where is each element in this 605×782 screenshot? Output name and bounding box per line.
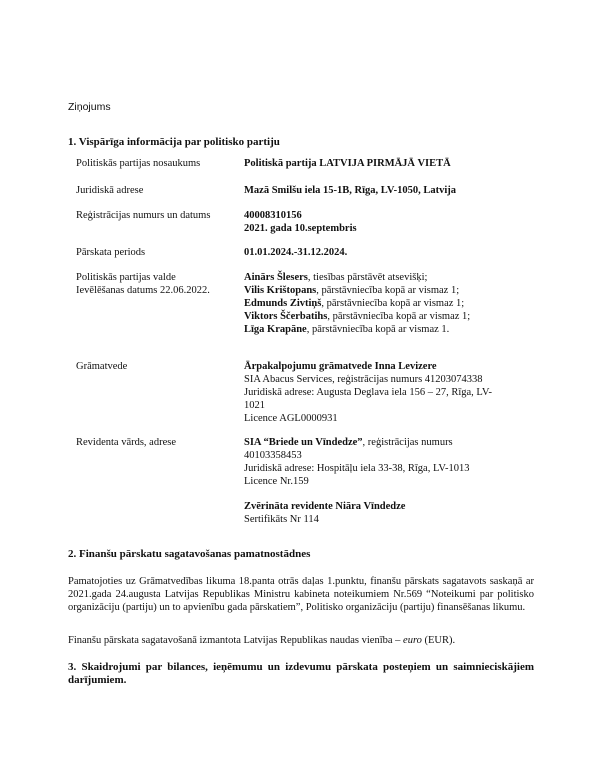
- sworn-auditor-name: Zvērināta revidente Niāra Vīndedze: [244, 501, 406, 512]
- sworn-auditor: [244, 500, 405, 526]
- board-member-name: Viktors Ščerbatihs: [244, 311, 328, 322]
- auditor-company-rest: , reģistrācijas numurs: [362, 437, 453, 448]
- registration-number: 40008310156: [244, 210, 302, 221]
- section-2-heading: 2. Finanšu pārskatu sagatavošanas pamatnostādnes: [68, 548, 311, 560]
- board-label: [76, 271, 210, 297]
- registration-label: Reģistrācijas numurs un datums: [76, 210, 211, 221]
- board-member-name: Vilis Krištopans: [244, 285, 317, 296]
- board-member-role: , pārstāvniecība kopā ar vismaz 1;: [316, 285, 460, 296]
- auditor-details: [244, 436, 470, 488]
- sworn-auditor-certificate: Sertifikāts Nr 114: [244, 514, 319, 525]
- auditor-address: Juridiskā adrese: Hospitāļu iela 33-38, Rīga, LV-1013: [244, 463, 470, 474]
- auditor-licence: Licence Nr.159: [244, 476, 309, 487]
- accountant-details: [244, 360, 492, 425]
- page-title: Ziņojums: [68, 101, 111, 113]
- board-member-name: Ainārs Šlesers: [244, 272, 308, 283]
- auditor-company-line: [244, 436, 470, 449]
- registration-date: 2021. gada 10.septembris: [244, 223, 357, 234]
- board-member: [244, 297, 470, 310]
- accountant-licence: Licence AGL0000931: [244, 413, 338, 424]
- section-1-heading: 1. Vispārīga informācija par politisko partiju: [68, 136, 280, 148]
- board-member-role: , tiesības pārstāvēt atsevišķi;: [307, 272, 428, 283]
- section-2-paragraph: Pamatojoties uz Grāmatvedības likuma 18.panta otrās daļas 1.punktu, finanšu pārskats sagatavots saskaņā ar 2021.gada 24.augusta Latvijas Republikas Ministru kabineta noteikumiem Nr.569 “Noteikumi par politisko organizāciju (partiju) un to apvienību gada pārskatiem”, Politisko organizāciju (partiju) finansēšanas likumu.: [68, 576, 534, 613]
- board-member: [244, 323, 470, 336]
- currency-paragraph: [68, 634, 455, 647]
- registration-value: [244, 209, 357, 235]
- board-election-date: Ievēlēšanas datums 22.06.2022.: [76, 285, 210, 296]
- board-member-role: , pārstāvniecība kopā ar vismaz 1.: [306, 324, 450, 335]
- board-member: [244, 310, 470, 323]
- party-name-label: Politiskās partijas nosaukums: [76, 158, 201, 169]
- legal-address-value: Mazā Smilšu iela 15-1B, Rīga, LV-1050, Latvija: [244, 185, 457, 196]
- board-member-role: , pārstāvniecība kopā ar vismaz 1;: [321, 298, 465, 309]
- reporting-period-label: Pārskata periods: [76, 247, 146, 258]
- board-label-line: Politiskās partijas valde: [76, 272, 176, 283]
- auditor-company: SIA “Briede un Vīndedze”: [244, 437, 363, 448]
- accountant-label: Grāmatvede: [76, 361, 128, 372]
- auditor-label: Revidenta vārds, adrese: [76, 437, 177, 448]
- board-member: [244, 284, 470, 297]
- accountant-name: Ārpakalpojumu grāmatvede Inna Levizere: [244, 361, 437, 372]
- reporting-period-value: 01.01.2024.-31.12.2024.: [244, 247, 348, 258]
- party-name-value: Politiskā partija LATVIJA PIRMĀJĀ VIETĀ: [244, 158, 451, 169]
- board-members-list: [244, 271, 470, 336]
- board-member-role: , pārstāvniecība kopā ar vismaz 1;: [327, 311, 471, 322]
- accountant-company: SIA Abacus Services, reģistrācijas numurs 41203074338: [244, 374, 483, 385]
- accountant-address-cont: 1021: [244, 400, 265, 411]
- currency-code: (EUR).: [421, 635, 456, 646]
- accountant-address: Juridiskā adrese: Augusta Deglava iela 156 – 27, Rīga, LV-: [244, 387, 492, 398]
- currency-name: euro: [403, 635, 422, 646]
- section-3-heading: 3. Skaidrojumi par bilances, ieņēmumu un izdevumu pārskata posteņiem un saimnieciskājiem darījumiem.: [68, 661, 534, 686]
- board-member: [244, 271, 470, 284]
- currency-text: Finanšu pārskata sagatavošanā izmantota Latvijas Republikas naudas vienība –: [68, 635, 404, 646]
- board-member-name: Edmunds Zivtiņš: [244, 298, 322, 309]
- board-member-name: Līga Krapāne: [244, 324, 307, 335]
- legal-address-label: Juridiskā adrese: [76, 185, 144, 196]
- auditor-reg-number: 40103358453: [244, 450, 302, 461]
